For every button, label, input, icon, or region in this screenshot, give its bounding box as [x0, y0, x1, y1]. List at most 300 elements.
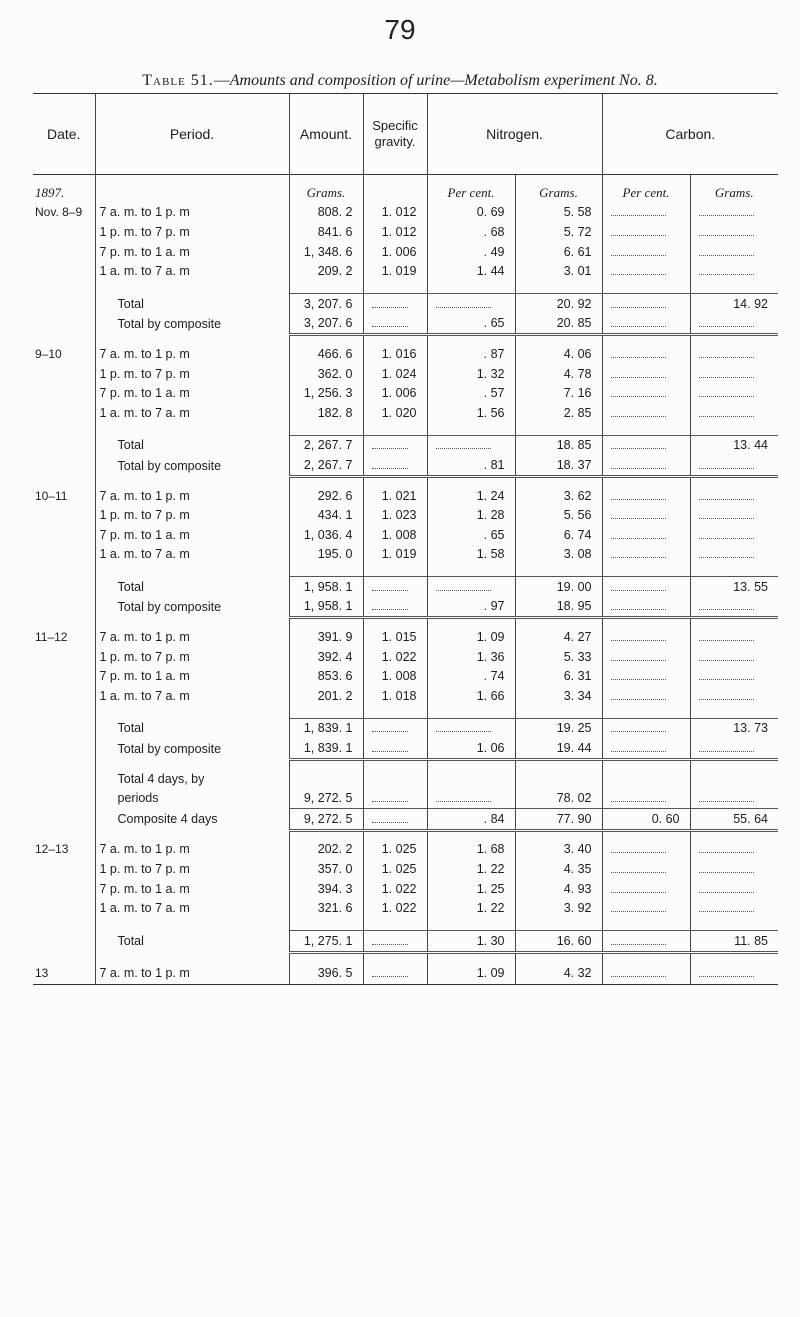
- period-cell: 7 a. m. to 1 p. m: [95, 962, 289, 985]
- composite-nitrogen-percent: 1. 06: [427, 738, 515, 759]
- composite-four-days-amount: 9, 272. 5: [289, 809, 363, 831]
- carbon-percent-cell: [602, 486, 690, 506]
- carbon-percent-cell: [602, 647, 690, 667]
- nitrogen-grams-cell: 5. 56: [515, 505, 602, 525]
- carbon-grams-cell: [690, 344, 778, 364]
- dot-leader: [699, 317, 755, 327]
- carbon-percent-cell: [602, 627, 690, 647]
- total-nitrogen-grams: 19. 25: [515, 718, 602, 738]
- dot-leader: [699, 742, 755, 752]
- amount-cell: 362. 0: [289, 364, 363, 384]
- total-amount: 1, 958. 1: [289, 577, 363, 597]
- nitrogen-percent-cell: 1. 44: [427, 261, 515, 281]
- composite-nitrogen-percent: . 81: [427, 455, 515, 476]
- amount-cell: 396. 5: [289, 962, 363, 985]
- data-row: [33, 486, 778, 506]
- amount-cell: 808. 2: [289, 203, 363, 223]
- nitrogen-grams-cell: 4. 35: [515, 859, 602, 879]
- period-cell: 7 a. m. to 1 p. m: [95, 840, 289, 860]
- period-cell: 7 a. m. to 1 p. m: [95, 486, 289, 506]
- dot-leader: [372, 317, 409, 327]
- period-cell: 7 a. m. to 1 p. m: [95, 627, 289, 647]
- nitrogen-grams-cell: 3. 08: [515, 545, 602, 565]
- composite-amount: 2, 267. 7: [289, 455, 363, 476]
- urine-composition-table: [33, 93, 778, 985]
- spacer-row: [33, 830, 778, 840]
- dot-leader: [699, 792, 755, 802]
- period-cell: 7 a. m. to 1 p. m: [95, 203, 289, 223]
- composite-label: Total by composite: [95, 314, 289, 335]
- nitrogen-percent-cell: 1. 36: [427, 647, 515, 667]
- unit-nitrogen-percent: Per cent.: [427, 183, 515, 203]
- period-cell: 7 a. m. to 1 p. m: [95, 344, 289, 364]
- dot-leader: [611, 387, 666, 397]
- nitrogen-percent-cell: 1. 28: [427, 505, 515, 525]
- spacer-row: [33, 706, 778, 719]
- date-cell: [33, 222, 95, 242]
- carbon-percent-cell: [602, 666, 690, 686]
- dot-leader: [699, 368, 755, 378]
- dot-leader: [372, 967, 409, 977]
- total-row: [33, 435, 778, 455]
- composite-four-days-nitrogen-percent: . 84: [427, 809, 515, 831]
- table-body: [33, 175, 778, 985]
- dot-leader: [611, 439, 666, 449]
- carbon-percent-cell: [602, 222, 690, 242]
- dot-leader: [611, 317, 666, 327]
- amount-cell: 1, 348. 6: [289, 242, 363, 262]
- carbon-percent-cell: [602, 898, 690, 918]
- carbon-grams-cell: [690, 505, 778, 525]
- nitrogen-grams-cell: 6. 61: [515, 242, 602, 262]
- nitrogen-percent-cell: 1. 22: [427, 898, 515, 918]
- nitrogen-grams-cell: 4. 06: [515, 344, 602, 364]
- date-cell: [33, 545, 95, 565]
- total-row: [33, 718, 778, 738]
- specific-gravity-cell: 1. 015: [363, 627, 427, 647]
- summary-row: [33, 769, 778, 789]
- data-row: [33, 525, 778, 545]
- period-cell: 7 p. m. to 1 a. m: [95, 383, 289, 403]
- period-cell: 1 a. m. to 7 a. m: [95, 545, 289, 565]
- carbon-percent-cell: [602, 686, 690, 706]
- nitrogen-percent-cell: . 57: [427, 383, 515, 403]
- total-amount: 1, 275. 1: [289, 931, 363, 953]
- period-cell: 1 a. m. to 7 a. m: [95, 403, 289, 423]
- dot-leader: [372, 813, 409, 823]
- dot-leader: [611, 246, 666, 256]
- header-amount: Amount.: [289, 94, 363, 175]
- total-carbon-grams: 13. 73: [690, 718, 778, 738]
- header-row: [33, 94, 778, 175]
- dot-leader: [611, 631, 666, 641]
- dot-leader: [436, 298, 491, 308]
- dot-leader: [699, 509, 755, 519]
- dot-leader: [372, 935, 409, 945]
- specific-gravity-cell: 1. 022: [363, 647, 427, 667]
- period-cell: 1 p. m. to 7 p. m: [95, 647, 289, 667]
- sg-empty: [363, 314, 427, 335]
- specific-gravity-cell: 1. 012: [363, 222, 427, 242]
- composite-label: Total by composite: [95, 455, 289, 476]
- amount-cell: 182. 8: [289, 403, 363, 423]
- nitrogen-percent-cell: . 65: [427, 525, 515, 545]
- nitrogen-percent-cell: . 68: [427, 222, 515, 242]
- dot-leader: [699, 246, 755, 256]
- carbon-grams-empty: [690, 455, 778, 476]
- carbon-grams-cell: [690, 222, 778, 242]
- dot-leader: [372, 722, 409, 732]
- header-date: Date.: [33, 94, 95, 175]
- composite-nitrogen-grams: 18. 37: [515, 455, 602, 476]
- dot-leader: [611, 902, 666, 912]
- carbon-percent-cell: [602, 525, 690, 545]
- nitrogen-grams-cell: 4. 78: [515, 364, 602, 384]
- total-row: [33, 293, 778, 313]
- specific-gravity-cell: 1. 022: [363, 898, 427, 918]
- date-cell: [33, 364, 95, 384]
- composite-nitrogen-grams: 18. 95: [515, 597, 602, 618]
- carbon-percent-empty: [602, 293, 690, 313]
- carbon-grams-cell: [690, 627, 778, 647]
- data-row: [33, 666, 778, 686]
- total-carbon-grams: 13. 44: [690, 435, 778, 455]
- specific-gravity-cell: 1. 019: [363, 545, 427, 565]
- composite-row: [33, 455, 778, 476]
- amount-cell: 202. 2: [289, 840, 363, 860]
- period-cell: 1 p. m. to 7 p. m: [95, 859, 289, 879]
- amount-cell: 841. 6: [289, 222, 363, 242]
- dot-leader: [611, 863, 666, 873]
- dot-leader: [611, 407, 666, 417]
- total-amount: 2, 267. 7: [289, 435, 363, 455]
- date-cell: [33, 403, 95, 423]
- composite-nitrogen-percent: . 97: [427, 597, 515, 618]
- nitrogen-percent-cell: 1. 56: [427, 403, 515, 423]
- table-caption: [0, 72, 800, 90]
- period-cell: 1 p. m. to 7 p. m: [95, 364, 289, 384]
- specific-gravity-cell: 1. 022: [363, 879, 427, 899]
- dot-leader: [611, 459, 666, 469]
- dot-leader: [611, 792, 666, 802]
- sg-empty: [363, 738, 427, 759]
- nitrogen-percent-cell: . 49: [427, 242, 515, 262]
- amount-cell: 853. 6: [289, 666, 363, 686]
- dot-leader: [611, 529, 666, 539]
- summary-row: [33, 788, 778, 808]
- dot-leader: [372, 439, 409, 449]
- dot-leader: [611, 843, 666, 853]
- header-carbon: Carbon.: [602, 94, 778, 175]
- specific-gravity-cell: 1. 019: [363, 261, 427, 281]
- carbon-grams-cell: [690, 261, 778, 281]
- data-row: [33, 879, 778, 899]
- nitrogen-percent-cell: 1. 25: [427, 879, 515, 899]
- amount-cell: 391. 9: [289, 627, 363, 647]
- total-label: Total: [95, 293, 289, 313]
- composite-label: Total by composite: [95, 738, 289, 759]
- specific-gravity-cell: 1. 008: [363, 525, 427, 545]
- date-cell: 11–12: [35, 630, 68, 645]
- carbon-percent-cell: [602, 879, 690, 899]
- specific-gravity-cell: 1. 006: [363, 242, 427, 262]
- dot-leader: [611, 206, 666, 216]
- carbon-grams-cell: [690, 898, 778, 918]
- dot-leader: [611, 298, 666, 308]
- dot-leader: [699, 631, 755, 641]
- date-cell: [33, 879, 95, 899]
- nitrogen-grams-cell: 3. 92: [515, 898, 602, 918]
- dot-leader: [699, 670, 755, 680]
- date-cell: [33, 242, 95, 262]
- dot-leader: [611, 348, 666, 358]
- total-carbon-grams: 14. 92: [690, 293, 778, 313]
- specific-gravity-cell: 1. 006: [363, 383, 427, 403]
- carbon-percent-cell: [602, 840, 690, 860]
- composite-amount: 1, 958. 1: [289, 597, 363, 618]
- dot-leader: [699, 459, 755, 469]
- nitrogen-percent-cell: 1. 32: [427, 364, 515, 384]
- dot-leader: [372, 792, 409, 802]
- composite-label: Total by composite: [95, 597, 289, 618]
- carbon-percent-cell: [602, 859, 690, 879]
- carbon-grams-cell: [690, 840, 778, 860]
- dot-leader: [699, 226, 755, 236]
- nitrogen-grams-cell: 6. 31: [515, 666, 602, 686]
- specific-gravity-cell: 1. 024: [363, 364, 427, 384]
- date-cell: [33, 261, 95, 281]
- carbon-grams-cell: [690, 242, 778, 262]
- dot-leader: [611, 368, 666, 378]
- spacer-row: [33, 952, 778, 962]
- dot-leader: [611, 883, 666, 893]
- spacer-row: [33, 423, 778, 436]
- nitrogen-grams-cell: 4. 32: [515, 962, 602, 985]
- specific-gravity-cell: 1. 012: [363, 203, 427, 223]
- spacer-row: [33, 281, 778, 294]
- data-row: [33, 344, 778, 364]
- carbon-grams-cell: [690, 879, 778, 899]
- carbon-percent-cell: [602, 242, 690, 262]
- nitrogen-grams-cell: 4. 27: [515, 627, 602, 647]
- carbon-percent-empty: [602, 738, 690, 759]
- four-days-label-1: Total 4 days, by: [95, 769, 289, 789]
- period-cell: 1 a. m. to 7 a. m: [95, 686, 289, 706]
- data-row: [33, 222, 778, 242]
- dot-leader: [436, 722, 491, 732]
- data-row: [33, 505, 778, 525]
- total-nitrogen-percent: 1. 30: [427, 931, 515, 953]
- date-cell: [33, 505, 95, 525]
- caption-dash: —: [213, 72, 230, 89]
- nitrogen-grams-cell: 5. 33: [515, 647, 602, 667]
- dot-leader: [611, 548, 666, 558]
- spacer-row: [33, 476, 778, 486]
- composite-four-days-nitrogen-grams: 77. 90: [515, 809, 602, 831]
- composite-nitrogen-grams: 19. 44: [515, 738, 602, 759]
- amount-cell: 434. 1: [289, 505, 363, 525]
- composite-row: [33, 314, 778, 335]
- dot-leader: [372, 298, 409, 308]
- composite-row: [33, 738, 778, 759]
- nitrogen-percent-cell: 1. 09: [427, 627, 515, 647]
- nitrogen-percent-empty: [427, 293, 515, 313]
- nitrogen-grams-cell: 4. 93: [515, 879, 602, 899]
- amount-cell: 394. 3: [289, 879, 363, 899]
- date-cell: 9–10: [35, 346, 62, 361]
- dot-leader: [372, 581, 409, 591]
- dot-leader: [611, 742, 666, 752]
- date-cell: [33, 647, 95, 667]
- dot-leader: [699, 265, 755, 275]
- data-row: [33, 383, 778, 403]
- period-cell: 1 p. m. to 7 p. m: [95, 222, 289, 242]
- summary-row: [33, 809, 778, 831]
- dot-leader: [611, 490, 666, 500]
- nitrogen-grams-cell: 3. 34: [515, 686, 602, 706]
- specific-gravity-cell: 1. 023: [363, 505, 427, 525]
- dot-leader: [699, 387, 755, 397]
- nitrogen-grams-cell: 3. 01: [515, 261, 602, 281]
- dot-leader: [699, 690, 755, 700]
- total-label: Total: [95, 931, 289, 953]
- date-cell: [33, 666, 95, 686]
- composite-amount: 1, 839. 1: [289, 738, 363, 759]
- data-row: [33, 261, 778, 281]
- carbon-grams-cell: [690, 525, 778, 545]
- date-cell: [33, 686, 95, 706]
- page-number: 79: [384, 14, 416, 45]
- period-cell: 1 a. m. to 7 a. m: [95, 898, 289, 918]
- data-row: [33, 898, 778, 918]
- nitrogen-percent-cell: 1. 58: [427, 545, 515, 565]
- total-row: [33, 577, 778, 597]
- spacer-row: [33, 564, 778, 577]
- dot-leader: [436, 792, 491, 802]
- nitrogen-percent-empty: [427, 577, 515, 597]
- amount-cell: 466. 6: [289, 344, 363, 364]
- nitrogen-percent-empty: [427, 718, 515, 738]
- dot-leader: [611, 690, 666, 700]
- carbon-percent-empty: [602, 455, 690, 476]
- sg-empty: [363, 597, 427, 618]
- amount-cell: 321. 6: [289, 898, 363, 918]
- nitrogen-grams-cell: 2. 85: [515, 403, 602, 423]
- carbon-percent-cell: [602, 344, 690, 364]
- total-row: [33, 931, 778, 953]
- data-row: [33, 647, 778, 667]
- table-number: Table 51.: [142, 72, 214, 89]
- composite-nitrogen-grams: 20. 85: [515, 314, 602, 335]
- carbon-percent-cell: [602, 364, 690, 384]
- composite-four-days-label: Composite 4 days: [95, 809, 289, 831]
- date-cell: [33, 383, 95, 403]
- period-cell: 7 p. m. to 1 a. m: [95, 666, 289, 686]
- dot-leader: [611, 600, 666, 610]
- data-row: [33, 859, 778, 879]
- carbon-grams-cell: [690, 545, 778, 565]
- total-amount: 1, 839. 1: [289, 718, 363, 738]
- sg-empty: [363, 435, 427, 455]
- dot-leader: [372, 459, 409, 469]
- amount-cell: 1, 256. 3: [289, 383, 363, 403]
- nitrogen-grams-cell: 6. 74: [515, 525, 602, 545]
- specific-gravity-cell: 1. 018: [363, 686, 427, 706]
- carbon-percent-cell: [602, 203, 690, 223]
- dot-leader: [699, 529, 755, 539]
- sg-empty: [363, 455, 427, 476]
- composite-nitrogen-percent: . 65: [427, 314, 515, 335]
- composite-amount: 3, 207. 6: [289, 314, 363, 335]
- dot-leader: [699, 548, 755, 558]
- carbon-grams-cell: [690, 859, 778, 879]
- carbon-grams-empty: [690, 314, 778, 335]
- total-carbon-grams: 13. 55: [690, 577, 778, 597]
- dot-leader: [699, 407, 755, 417]
- spacer-row: [33, 335, 778, 345]
- table-title: Amounts and composition of urine—Metabolism experiment No. 8.: [229, 72, 658, 89]
- composite-row: [33, 597, 778, 618]
- total-carbon-grams: 11. 85: [690, 931, 778, 953]
- dot-leader: [372, 600, 409, 610]
- carbon-grams-cell: [690, 203, 778, 223]
- carbon-percent-empty: [602, 435, 690, 455]
- sg-empty: [363, 293, 427, 313]
- unit-amount: Grams.: [289, 183, 363, 203]
- carbon-grams-cell: [690, 666, 778, 686]
- period-cell: 7 p. m. to 1 a. m: [95, 525, 289, 545]
- carbon-grams-empty: [690, 738, 778, 759]
- date-cell: 12–13: [35, 842, 69, 857]
- nitrogen-percent-cell: . 74: [427, 666, 515, 686]
- data-row: [33, 364, 778, 384]
- nitrogen-percent-cell: 1. 24: [427, 486, 515, 506]
- specific-gravity-cell: 1. 020: [363, 403, 427, 423]
- nitrogen-percent-empty: [427, 435, 515, 455]
- date-cell: [33, 525, 95, 545]
- carbon-percent-empty: [602, 718, 690, 738]
- dot-leader: [699, 206, 755, 216]
- carbon-grams-cell: [690, 364, 778, 384]
- spacer-row: [33, 618, 778, 628]
- sg-empty: [363, 577, 427, 597]
- nitrogen-percent-cell: 1. 09: [427, 962, 515, 985]
- header-nitrogen: Nitrogen.: [427, 94, 602, 175]
- data-row: [33, 627, 778, 647]
- total-nitrogen-grams: 18. 85: [515, 435, 602, 455]
- dot-leader: [699, 883, 755, 893]
- total-nitrogen-grams: 19. 00: [515, 577, 602, 597]
- carbon-percent-cell: [602, 383, 690, 403]
- dot-leader: [436, 439, 491, 449]
- carbon-grams-cell: [690, 686, 778, 706]
- nitrogen-percent-cell: 0. 69: [427, 203, 515, 223]
- specific-gravity-cell: 1. 016: [363, 344, 427, 364]
- specific-gravity-cell: 1. 025: [363, 840, 427, 860]
- total-label: Total: [95, 435, 289, 455]
- unit-carbon-grams: Grams.: [690, 183, 778, 203]
- unit-nitrogen-grams: Grams.: [515, 183, 602, 203]
- specific-gravity-cell: 1. 021: [363, 486, 427, 506]
- date-cell: [33, 898, 95, 918]
- dot-leader: [611, 265, 666, 275]
- header-specific-gravity: Specific gravity.: [363, 94, 427, 175]
- nitrogen-grams-cell: 7. 16: [515, 383, 602, 403]
- data-row: [33, 203, 778, 223]
- four-days-amount: 9, 272. 5: [289, 788, 363, 808]
- amount-cell: 1, 036. 4: [289, 525, 363, 545]
- amount-cell: 209. 2: [289, 261, 363, 281]
